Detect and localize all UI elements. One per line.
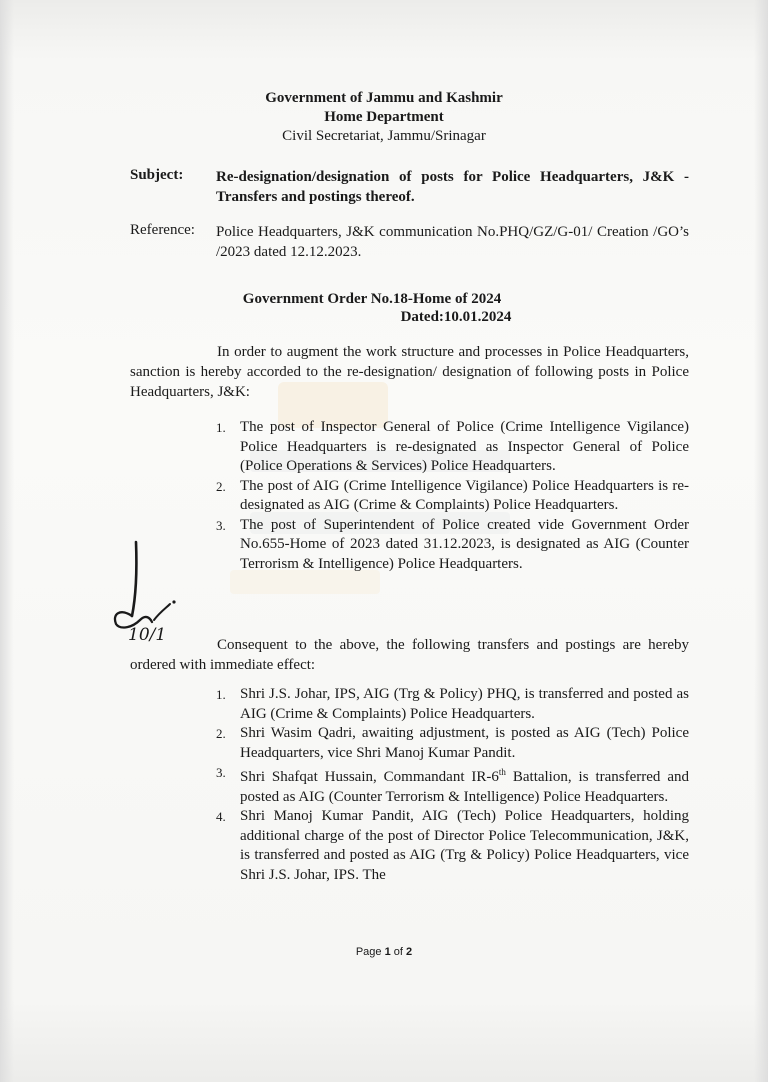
header-secretariat: Civil Secretariat, Jammu/Srinagar [282, 128, 486, 144]
page-current: 1 [384, 946, 391, 958]
list-number: 4. [216, 809, 226, 824]
designation-list [216, 418, 689, 574]
intro-paragraph: In order to augment the work structure and processes in Police Headquarters, sanction is hereby accorded to the re-designation/ designation of following posts in Police Headquarters, J&K: [130, 344, 689, 400]
transfer-item [216, 685, 689, 724]
designation-item [216, 418, 689, 477]
header-department: Home Department [324, 109, 444, 125]
list-text: Shri Wasim Qadri, awaiting adjustment, is posted as AIG (Tech) Police Headquarters, vice Shri Manoj Kumar Pandit. [240, 725, 689, 761]
list-text: Shri Manoj Kumar Pandit, AIG (Tech) Police Headquarters, holding additional charge of the post of Director Police Telecommunication, J&K, is transferred and posted as AIG (Trg & Policy) Police Headquarters, vice Shri J.S. Johar, IPS. The [240, 808, 689, 883]
list-text: The post of Superintendent of Police created vide Government Order No.655-Home of 2023 dated 31.12.2023, is designated as AIG (Counter Terrorism & Intelligence) Police Headquarters. [240, 516, 689, 572]
list-text: The post of AIG (Crime Intelligence Vigilance) Police Headquarters is re-designated as AIG (Crime & Complaints) Police Headquarters. [240, 477, 689, 513]
list-text: Shri J.S. Johar, IPS, AIG (Trg & Policy) PHQ, is transferred and posted as AIG (Crime & Complaints) Police Headquarters. [240, 686, 689, 722]
transfer-item [216, 807, 689, 885]
signature [106, 538, 186, 648]
signature-date: 10/1 [128, 625, 167, 645]
subject-text: Re-designation/designation of posts for Police Headquarters, J&K - Transfers and postings thereof. [216, 169, 689, 205]
reference-label: Reference: [130, 222, 195, 238]
list-text: Shri Shafqat Hussain, Commandant IR-6 [240, 769, 499, 785]
header-government: Government of Jammu and Kashmir [265, 90, 503, 106]
transfer-item [216, 763, 689, 807]
designation-item [216, 516, 689, 575]
list-text: The post of Inspector General of Police (Crime Intelligence Vigilance) Police Headquarters is re-designated as Inspector General of Police (Police Operations & Services) Police Headquarters. [240, 419, 689, 474]
page-of: of [390, 946, 407, 958]
page-prefix: Page [355, 946, 385, 958]
scan-shadow-left [0, 0, 14, 1082]
list-number: 3. [216, 517, 226, 533]
order-date: Dated:10.01.2024 [400, 309, 512, 325]
reference-text: Police Headquarters, J&K communication No.PHQ/GZ/G-01/ Creation /GO’s /2023 dated 12.12.2023. [216, 224, 689, 260]
page-total: 2 [406, 946, 413, 958]
list-number: 2. [216, 726, 226, 741]
list-number: 1. [216, 687, 226, 702]
list-number: 3. [216, 765, 226, 780]
list-number: 2. [216, 478, 226, 494]
list-text: Battalion, is transferred and posted as AIG (Counter Terrorism & Intelligence) Police Headquarters. [240, 769, 689, 805]
ordinal-suffix: th [498, 767, 506, 777]
transfer-list [216, 685, 689, 885]
order-title: Government Order No.18-Home of 2024 [242, 291, 502, 307]
page-number [0, 946, 768, 958]
transfer-item [216, 724, 689, 763]
designation-item [216, 477, 689, 516]
scan-shadow-right [754, 0, 768, 1082]
consequent-paragraph: Consequent to the above, the following transfers and postings are hereby ordered with immediate effect: [130, 637, 689, 673]
list-number: 1. [216, 420, 226, 435]
subject-label: Subject: [130, 167, 184, 183]
